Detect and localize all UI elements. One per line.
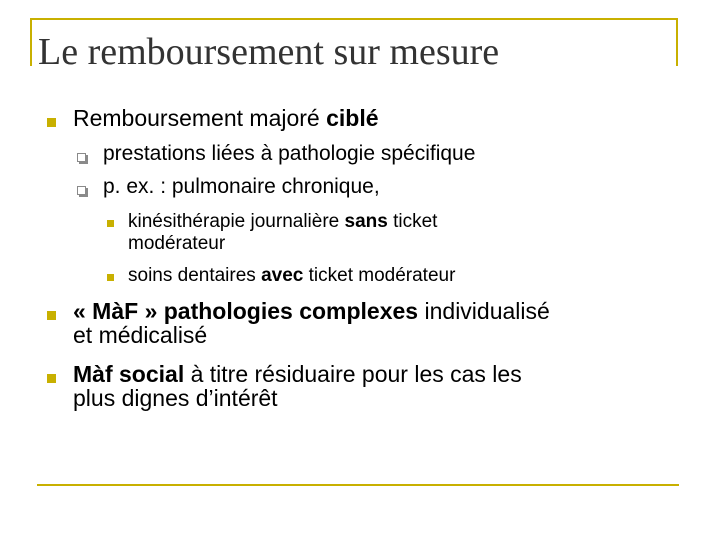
slide-title: Le remboursement sur mesure <box>38 31 500 73</box>
bullet-text-bold: sans <box>344 211 388 232</box>
square-bullet-icon <box>47 374 56 383</box>
bullet-text-continuation: et médicalisé <box>73 322 208 348</box>
bullet-text-continuation: modérateur <box>128 233 226 254</box>
bullet-text: ticket modérateur <box>303 265 456 286</box>
frame-left-rule <box>30 18 32 66</box>
square-bullet-icon <box>107 220 114 227</box>
square-bullet-icon <box>107 274 114 281</box>
bullet-text: individualisé <box>418 298 550 324</box>
checkbox-bullet-icon <box>77 186 86 195</box>
bullet-text-bold: avec <box>261 265 304 286</box>
checkbox-bullet-icon <box>77 153 86 162</box>
bullet-text-bold: ciblé <box>326 105 379 131</box>
bullet-text: p. ex. : pulmonaire chronique, <box>103 175 380 198</box>
square-bullet-icon <box>47 311 56 320</box>
bullet-text-bold: Màf social <box>73 361 185 387</box>
square-bullet-icon <box>47 118 56 127</box>
frame-top-rule <box>30 18 678 20</box>
bullet-text: Remboursement majoré <box>73 105 327 131</box>
bullet-text: soins dentaires <box>128 265 262 286</box>
frame-bottom-rule <box>37 484 679 486</box>
bullet-text: ticket <box>387 211 438 232</box>
bullet-text-continuation: plus dignes d’intérêt <box>73 385 278 411</box>
frame-right-rule <box>676 18 678 66</box>
bullet-text: kinésithérapie journalière <box>128 211 345 232</box>
bullet-text: à titre résiduaire pour les cas les <box>184 361 522 387</box>
bullet-text-bold: « MàF » pathologies complexes <box>73 298 419 324</box>
bullet-text: prestations liées à pathologie spécifique <box>103 142 476 165</box>
